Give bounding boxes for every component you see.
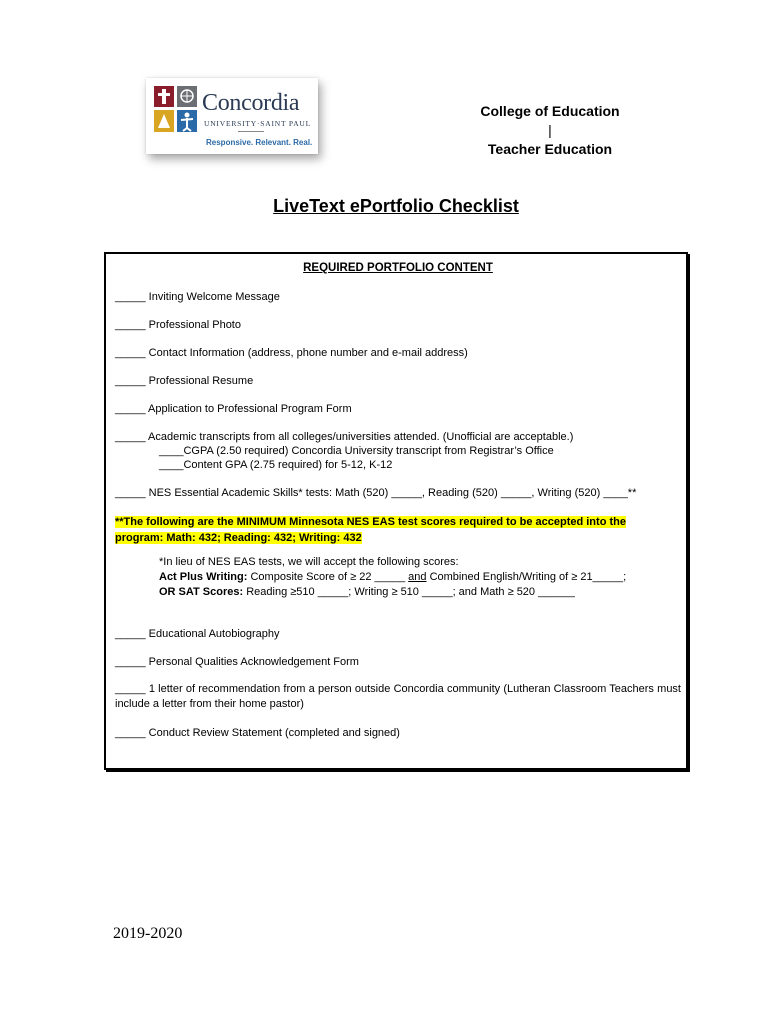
checklist-item-welcome: _____ Inviting Welcome Message <box>115 291 280 303</box>
checklist-item-contact: _____ Contact Information (address, phone number and e-mail address) <box>115 347 468 359</box>
checklist-item-conduct: _____ Conduct Review Statement (completed and signed) <box>115 727 400 739</box>
box-heading: REQUIRED PORTFOLIO CONTENT <box>303 262 493 274</box>
concordia-logo-mark-icon <box>154 86 198 132</box>
logo-name: Concordia <box>202 90 300 116</box>
notice-line-1: **The following are the MINIMUM Minnesota NES EAS test scores required to be accepted into the <box>115 516 626 528</box>
act-scores-line <box>159 571 626 583</box>
minimum-scores-notice <box>115 514 681 546</box>
checklist-box <box>104 252 688 770</box>
checklist-item-nes: _____ NES Essential Academic Skills* tests: Math (520) _____, Reading (520) _____, Writing (520) ____** <box>115 487 637 499</box>
act-and: and <box>408 571 427 583</box>
act-label: Act Plus Writing: <box>159 571 248 583</box>
concordia-logo <box>146 78 318 154</box>
checklist-item-resume: _____ Professional Resume <box>115 375 254 387</box>
logo-tagline: Responsive. Relevant. Real. <box>206 138 313 147</box>
transcript-sub-cgpa: ____CGPA (2.50 required) Concordia University transcript from Registrar’s Office <box>159 445 554 457</box>
checklist-item-application: _____ Application to Professional Program Form <box>115 403 352 415</box>
header-separator: | <box>548 122 552 138</box>
checklist-item-recommendation: _____ 1 letter of recommendation from a person outside Concordia community (Lutheran Classroom Teachers must include a letter from their home pastor) <box>115 683 681 710</box>
department-name: Teacher Education <box>487 141 613 157</box>
alternative-intro: *In lieu of NES EAS tests, we will accept the following scores: <box>159 556 459 568</box>
checklist-item-transcripts: _____ Academic transcripts from all colleges/universities attended. (Unofficial are acceptable.) <box>115 431 574 443</box>
academic-year: 2019-2020 <box>113 925 183 942</box>
college-name: College of Education <box>480 103 620 119</box>
act-text-b: Combined English/Writing of ≥ 21_____; <box>426 571 627 583</box>
transcript-sub-content-gpa: ____Content GPA (2.75 required) for 5-12, K-12 <box>159 459 393 471</box>
notice-line-2: program: Math: 432; Reading: 432; Writing: 432 <box>115 532 362 544</box>
sat-text: Reading ≥510 _____; Writing ≥ 510 _____; and Math ≥ 520 ______ <box>243 586 575 598</box>
act-text-a: Composite Score of ≥ 22 _____ <box>247 571 409 583</box>
page-title: LiveText ePortfolio Checklist <box>273 196 519 216</box>
sat-scores-line <box>159 586 575 598</box>
checklist-item-autobiography: _____ Educational Autobiography <box>115 628 280 640</box>
logo-subtitle: UNIVERSITY·SAINT PAUL <box>204 119 312 128</box>
checklist-item-photo: _____ Professional Photo <box>115 319 241 331</box>
logo-divider <box>238 131 264 132</box>
checklist-item-qualities-form: _____ Personal Qualities Acknowledgement Form <box>115 656 359 668</box>
sat-label: OR SAT Scores: <box>159 586 244 598</box>
